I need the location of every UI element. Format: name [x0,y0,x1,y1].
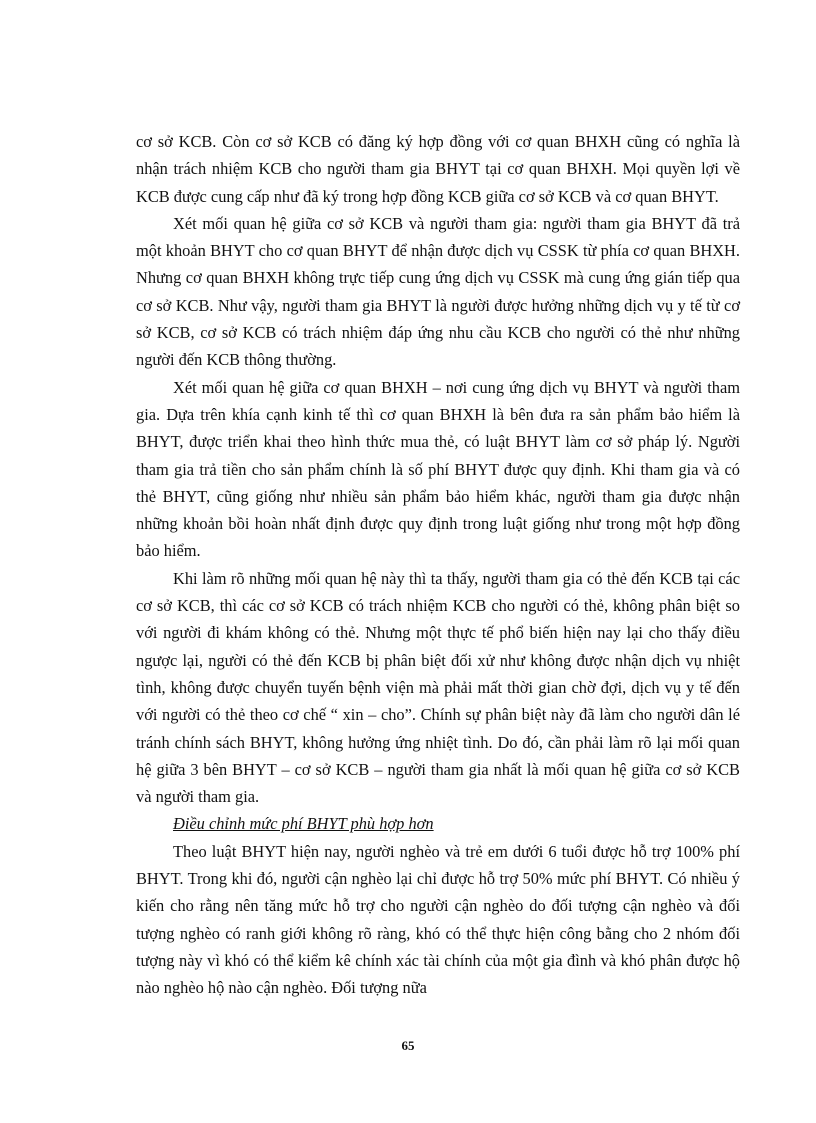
paragraph-bhxh-participant: Xét mối quan hệ giữa cơ quan BHXH – nơi cung ứng dịch vụ BHYT và người tham gia. Dựa trên khía cạnh kinh tế thì cơ quan BHXH là bên đưa ra sản phẩm bảo hiểm là BHYT, được triển khai theo hình thức mua thẻ, có luật BHYT làm cơ sở pháp lý. Người tham gia trả tiền cho sản phẩm chính là số phí BHYT được quy định. Khi tham gia và có thẻ BHYT, cũng giống như nhiều sản phẩm bảo hiểm khác, người tham gia được nhận những khoản bồi hoàn nhất định được quy định trong luật giống như trong một hợp đồng bảo hiểm. [136,377,740,561]
paragraph-continuation: cơ sở KCB. Còn cơ sở KCB có đăng ký hợp đồng với cơ quan BHXH cũng có nghĩa là nhận trách nhiệm KCB cho người tham gia BHYT tại cơ quan BHXH. Mọi quyền lợi về KCB được cung cấp như đã ký trong hợp đồng KCB giữa cơ sở KCB và cơ quan BHYT. [136,132,740,206]
paragraph-fee-adjustment: Theo luật BHYT hiện nay, người nghèo và trẻ em dưới 6 tuổi được hỗ trợ 100% phí BHYT. Trong khi đó, người cận nghèo lại chỉ được hỗ trợ 50% mức phí BHYT. Có nhiều ý kiến cho rằng nên tăng mức hỗ trợ cho người cận nghèo do đối tượng cận nghèo và đối tượng nghèo có ranh giới không rõ ràng, khó có thể thực hiện công bằng cho 2 nhóm đối tượng này vì khó có thể kiểm kê chính xác tài chính của một gia đình và khó phân được hộ nào nghèo hộ nào cận nghèo. Đối tượng nữa [136,841,740,998]
body-text [136,128,740,1002]
page-number: 65 [401,1038,415,1053]
paragraph-clarify-relations: Khi làm rõ những mối quan hệ này thì ta thấy, người tham gia có thẻ đến KCB tại các cơ sở KCB, thì các cơ sở KCB có trách nhiệm KCB cho người có thẻ, không phân biệt so với người đi khám không có thẻ. Nhưng một thực tế phổ biến hiện nay lại cho thấy điều ngược lại, người có thẻ đến KCB bị phân biệt đối xử như không được nhận dịch vụ nhiệt tình, không được chuyển tuyến bệnh viện mà phải mất thời gian chờ đợi, dịch vụ y tế đến với người có thẻ theo cơ chế “ xin – cho”. Chính sự phân biệt này đã làm cho người dân lé tránh chính sách BHYT, không hưởng ứng nhiệt tình. Do đó, cần phải làm rõ lại mối quan hệ giữa 3 bên BHYT – cơ sở KCB – người tham gia nhất là mối quan hệ giữa cơ sở KCB và người tham gia. [136,568,740,807]
section-heading: Điều chỉnh mức phí BHYT phù hợp hơn [173,814,434,834]
paragraph-kcb-participant: Xét mối quan hệ giữa cơ sở KCB và người tham gia: người tham gia BHYT đã trả một khoản BHYT cho cơ quan BHYT để nhận được dịch vụ CSSK từ phía cơ quan BHXH. Nhưng cơ quan BHXH không trực tiếp cung ứng dịch vụ CSSK mà cung ứng gián tiếp qua cơ sở KCB. Như vậy, người tham gia BHYT là người được hưởng những dịch vụ y tế từ cơ sở KCB, cơ sở KCB có trách nhiệm đáp ứng nhu cầu KCB cho người có thẻ như những người đến KCB thông thường. [136,213,740,370]
